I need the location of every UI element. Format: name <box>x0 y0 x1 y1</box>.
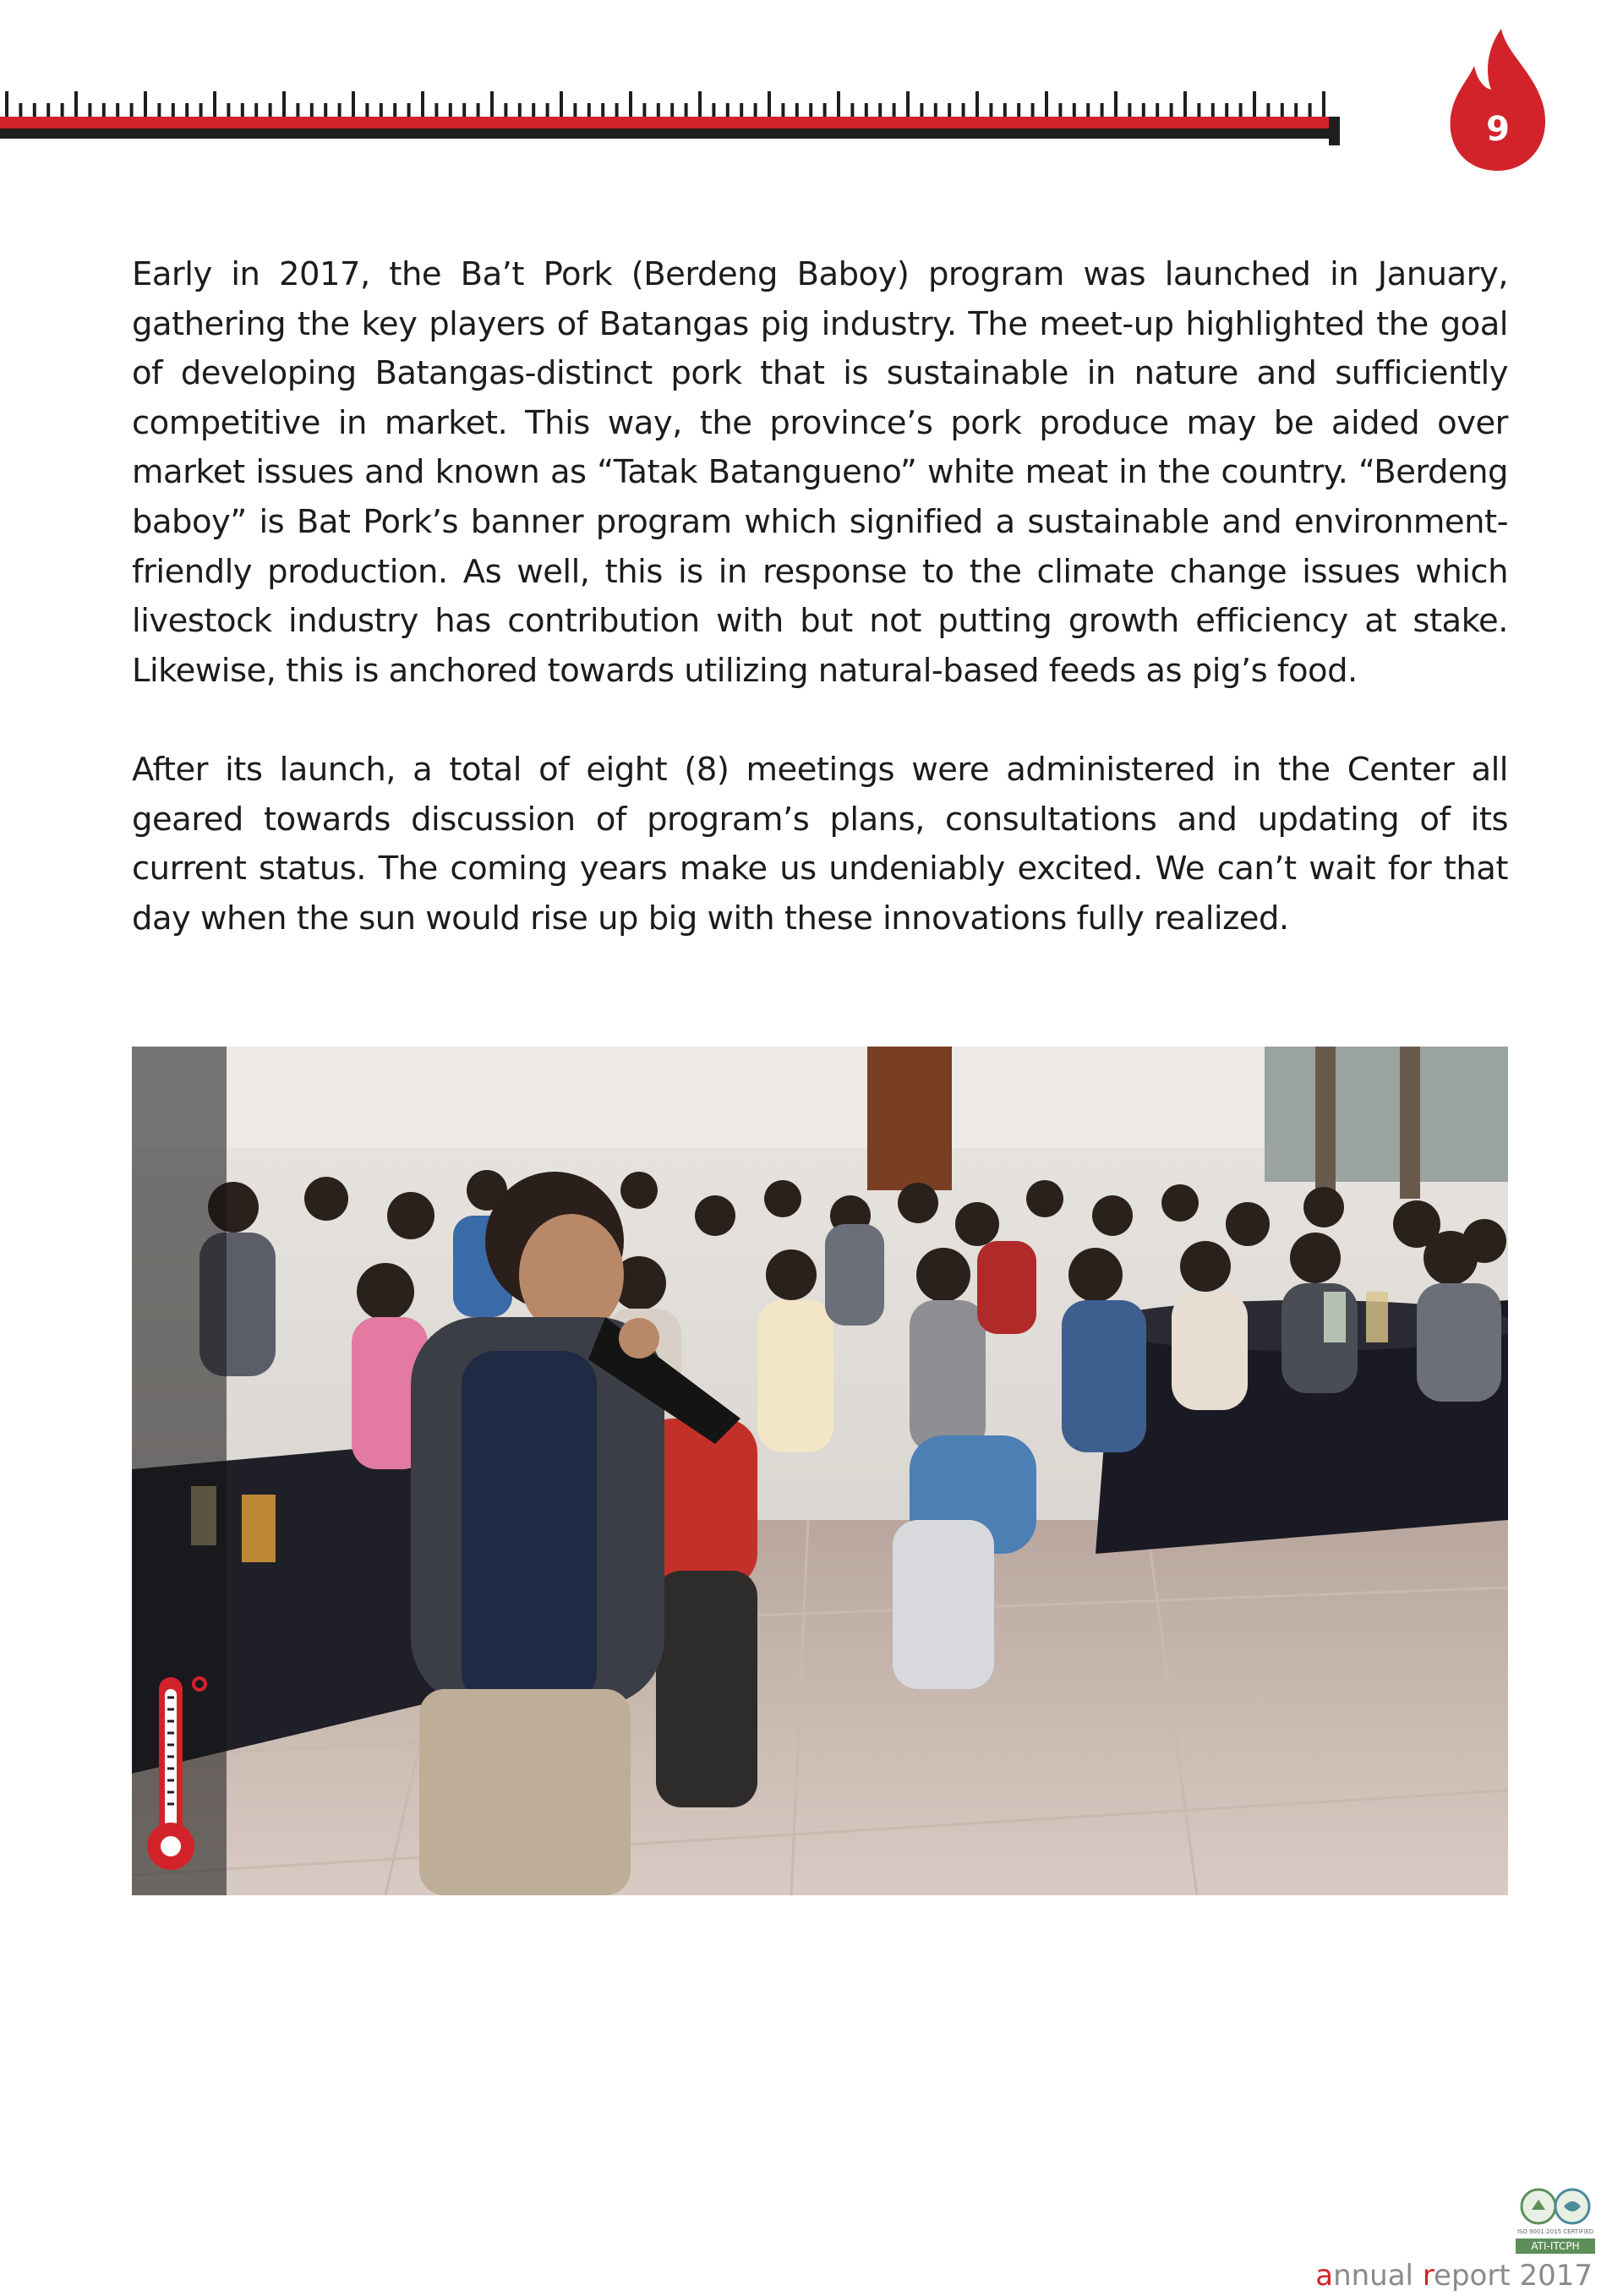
annual-report-label <box>1315 2259 1593 2293</box>
annual-report-word: nnual <box>1333 2259 1423 2293</box>
annual-report-first-letter: a <box>1315 2259 1334 2293</box>
header-ruler <box>0 85 1340 145</box>
flame-icon <box>1447 29 1549 171</box>
article-paragraph-2: After its launch, a total of eight (8) meetings were administered in the Center all geared towards discussion of program’s plans, consultations and updating of its current status. The coming years make us undeniably excited. We can’t wait for that day when the sun would rise up big with these innovations fully realized. <box>132 751 1508 938</box>
event-photo-illustration <box>132 1047 1508 1895</box>
certification-text: ISO 9001:2015 CERTIFIED <box>1516 2228 1594 2235</box>
page-number: 9 <box>1486 110 1510 149</box>
annual-report-r: r <box>1422 2259 1434 2293</box>
event-photo <box>132 1047 1508 1895</box>
annual-report-rest: eport 2017 <box>1434 2259 1593 2293</box>
thermometer-icon <box>144 1672 211 1875</box>
article-paragraph-1: Early in 2017, the Ba’t Pork (Berdeng Baboy) program was launched in January, gathering the key players of Batangas pig industry. The meet-up highlighted the goal of developing Batangas-distinct pork that is sustainable in nature and sufficiently competitive in market. This way, the province’s pork produce may be aided over market issues and known as “Tatak Batangueno” white meat in the country. “Berdeng baboy” is Bat Pork’s banner program which signified a sustainable and environment-friendly production. As well, this is in response to the climate change issues which livestock industry has contribution with but not putting growth efficiency at stake. Likewise, this is anchored towards utilizing natural-based feeds as pig’s food. <box>132 255 1508 690</box>
ati-itcph-badge: ATI-ITCPH <box>1516 2239 1595 2254</box>
